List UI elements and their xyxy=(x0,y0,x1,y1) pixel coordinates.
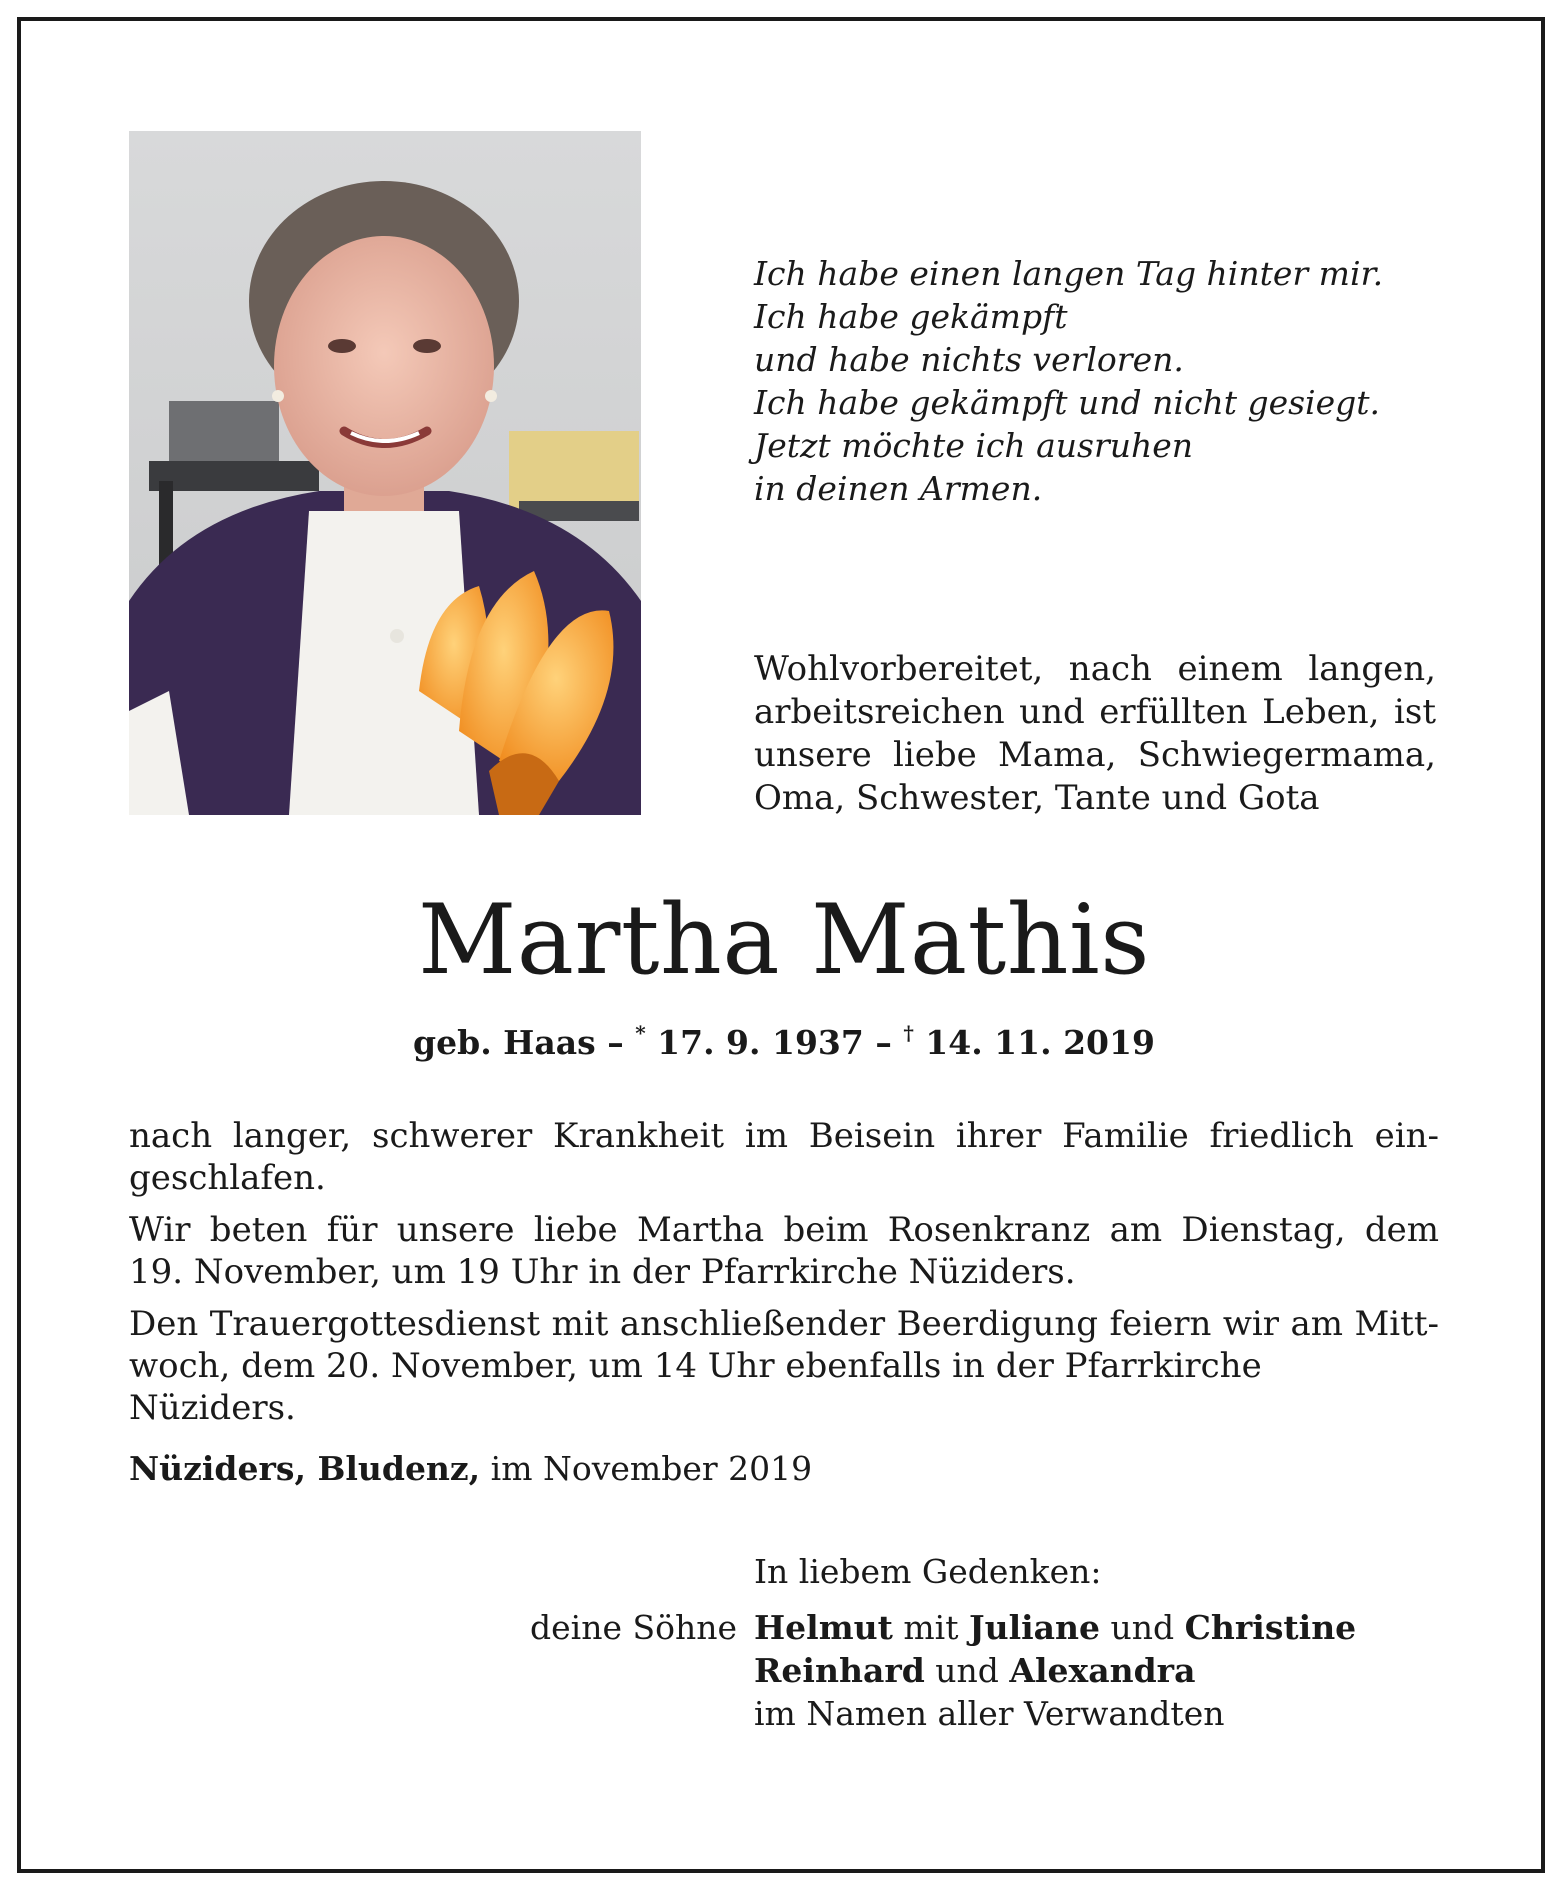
mourner-name: Helmut xyxy=(754,1608,893,1647)
mourner-name: Juliane xyxy=(968,1608,1101,1647)
intro-line: Wohlvorbereitet, nach einem langen, xyxy=(754,649,1436,689)
intro-text xyxy=(754,648,1436,820)
poem xyxy=(754,252,1474,510)
body-line: Wir beten für unsere liebe Martha beim Rosenkranz am Dienstag, dem xyxy=(129,1210,1439,1250)
body-line: woch, dem 20. November, um 14 Uhr ebenfalls in der Pfarrkirche Nüziders. xyxy=(129,1346,1262,1428)
poem-line: Ich habe einen langen Tag hinter mir. xyxy=(754,254,1384,293)
date: im November 2019 xyxy=(480,1449,813,1488)
intro-line: unsere liebe Mama, Schwiegermama, xyxy=(754,735,1436,775)
intro-line: Oma, Schwester, Tante und Gota xyxy=(754,778,1320,818)
connector: und xyxy=(924,1651,1010,1690)
deceased-name: Martha Mathis xyxy=(418,884,1150,996)
mourners xyxy=(754,1606,1356,1735)
paragraph xyxy=(129,1209,1439,1293)
body-line: Den Trauergottesdienst mit anschließender Beerdigung feiern wir am Mitt- xyxy=(129,1304,1439,1344)
mourner-name: Reinhard xyxy=(754,1651,925,1690)
mourner-name: Alexandra xyxy=(1009,1651,1196,1690)
paragraph xyxy=(129,1303,1439,1429)
location: Nüziders, Bludenz, xyxy=(129,1449,481,1488)
birth-symbol: * xyxy=(635,1021,646,1045)
birth-date: 17. 9. 1937 xyxy=(645,1023,864,1062)
birth-name: geb. Haas xyxy=(413,1023,596,1062)
poem-line: Jetzt möchte ich ausruhen xyxy=(754,426,1194,465)
body-line: geschlafen. xyxy=(129,1158,326,1198)
place-date-line xyxy=(129,1446,812,1492)
life-dates xyxy=(0,1010,1568,1066)
poem-line: Ich habe gekämpft und nicht gesiegt. xyxy=(754,383,1381,422)
paragraph xyxy=(129,1115,1439,1199)
mourner-name: Christine xyxy=(1184,1608,1357,1647)
announcement-body xyxy=(129,1115,1439,1439)
mourners-line xyxy=(754,1606,1356,1649)
body-line: nach langer, schwerer Krankheit im Beisein ihrer Familie friedlich ein- xyxy=(129,1116,1439,1156)
intro-line: arbeitsreichen und erfüllten Leben, ist xyxy=(754,692,1436,732)
sons-label: deine Söhne xyxy=(530,1608,737,1647)
connector: mit xyxy=(892,1608,969,1647)
poem-line: und habe nichts verloren. xyxy=(754,340,1184,379)
body-line: 19. November, um 19 Uhr in der Pfarrkirche Nüziders. xyxy=(129,1252,1076,1292)
portrait-photo xyxy=(129,131,641,815)
connector: und xyxy=(1100,1608,1185,1647)
separator: – xyxy=(863,1023,904,1062)
closing-heading: In liebem Gedenken: xyxy=(754,1552,1102,1591)
separator: – xyxy=(595,1023,636,1062)
poem-line: Ich habe gekämpft xyxy=(754,297,1068,336)
death-date: 14. 11. 2019 xyxy=(913,1023,1155,1062)
mourners-line xyxy=(754,1649,1356,1692)
mourners-line: im Namen aller Verwandten xyxy=(754,1694,1225,1733)
death-symbol: † xyxy=(903,1021,914,1045)
poem-line: in deinen Armen. xyxy=(754,469,1043,508)
